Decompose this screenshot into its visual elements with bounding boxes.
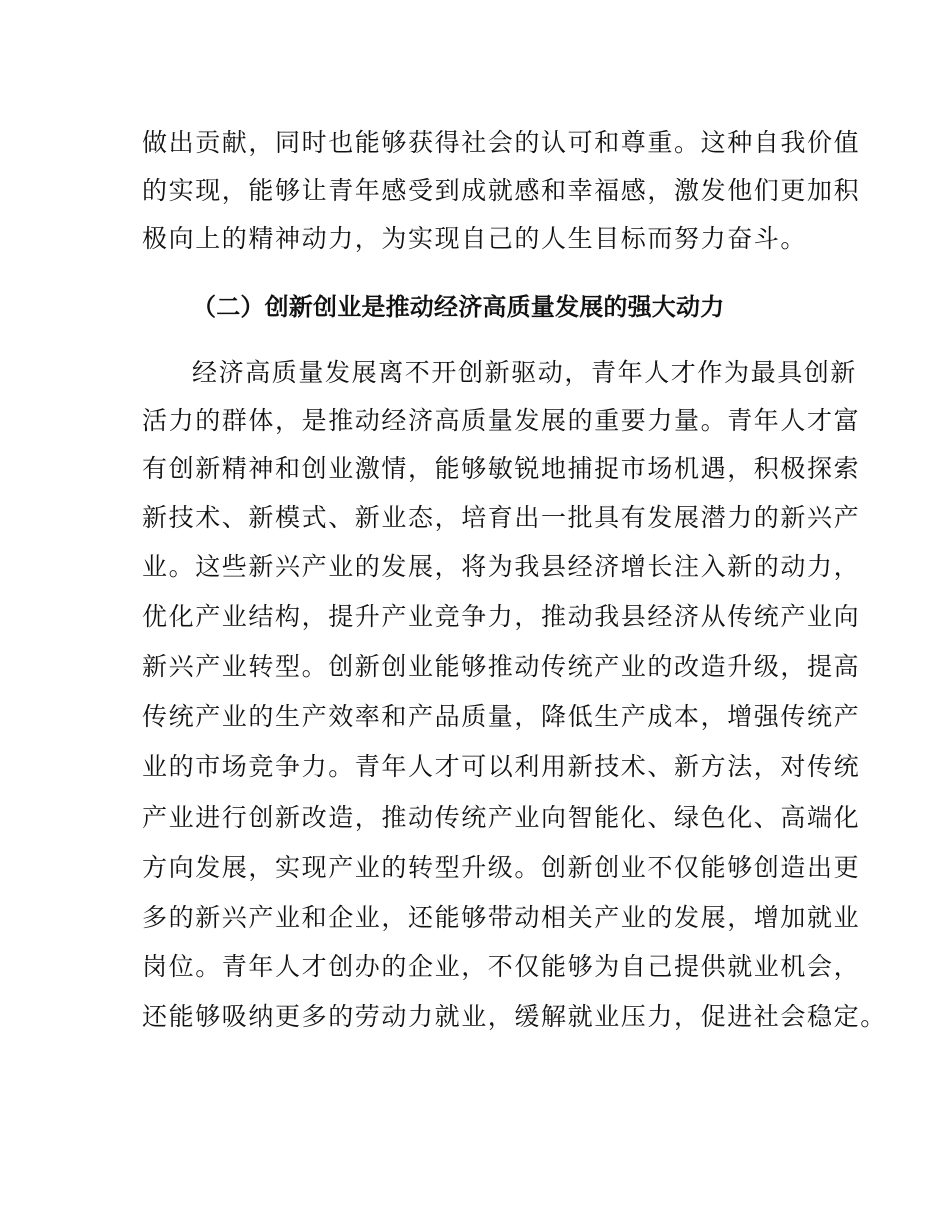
section-heading: （二）创新创业是推动经济高质量发展的强大动力 <box>192 293 725 321</box>
intro-line-1: 做出贡献，同时也能够获得社会的认可和尊重。这种自我价值 <box>142 128 861 157</box>
intro-line-2: 的实现，能够让青年感受到成就感和幸福感，激发他们更加积 <box>142 176 861 205</box>
body-line-10: 产业进行创新改造，推动传统产业向智能化、绿色化、高端化 <box>142 803 861 832</box>
body-line-8: 传统产业的生产效率和产品质量，降低生产成本，增强传统产 <box>142 702 861 731</box>
body-line-7: 新兴产业转型。创新创业能够推动传统产业的改造升级，提高 <box>142 652 861 681</box>
body-line-13: 岗位。青年人才创办的企业，不仅能够为自己提供就业机会， <box>142 952 861 981</box>
body-line-9: 业的市场竞争力。青年人才可以利用新技术、新方法，对传统 <box>142 752 861 781</box>
body-line-12: 多的新兴产业和企业，还能够带动相关产业的发展，增加就业 <box>142 903 861 932</box>
body-line-2: 活力的群体，是推动经济高质量发展的重要力量。青年人才富 <box>142 406 861 435</box>
intro-line-3: 极向上的精神动力，为实现自己的人生目标而努力奋斗。 <box>142 224 808 253</box>
body-line-3: 有创新精神和创业激情，能够敏锐地捕捉市场机遇，积极探索 <box>142 454 861 483</box>
body-line-14: 还能够吸纳更多的劳动力就业，缓解就业压力，促进社会稳定。 <box>142 1002 887 1031</box>
body-line-4: 新技术、新模式、新业态，培育出一批具有发展潜力的新兴产 <box>142 503 861 532</box>
body-line-1: 经济高质量发展离不开创新驱动，青年人才作为最具创新 <box>192 358 858 387</box>
body-line-6: 优化产业结构，提升产业竞争力，推动我县经济从传统产业向 <box>142 602 861 631</box>
body-line-11: 方向发展，实现产业的转型升级。创新创业不仅能够创造出更 <box>142 853 861 882</box>
body-line-5: 业。这些新兴产业的发展，将为我县经济增长注入新的动力， <box>142 552 861 581</box>
